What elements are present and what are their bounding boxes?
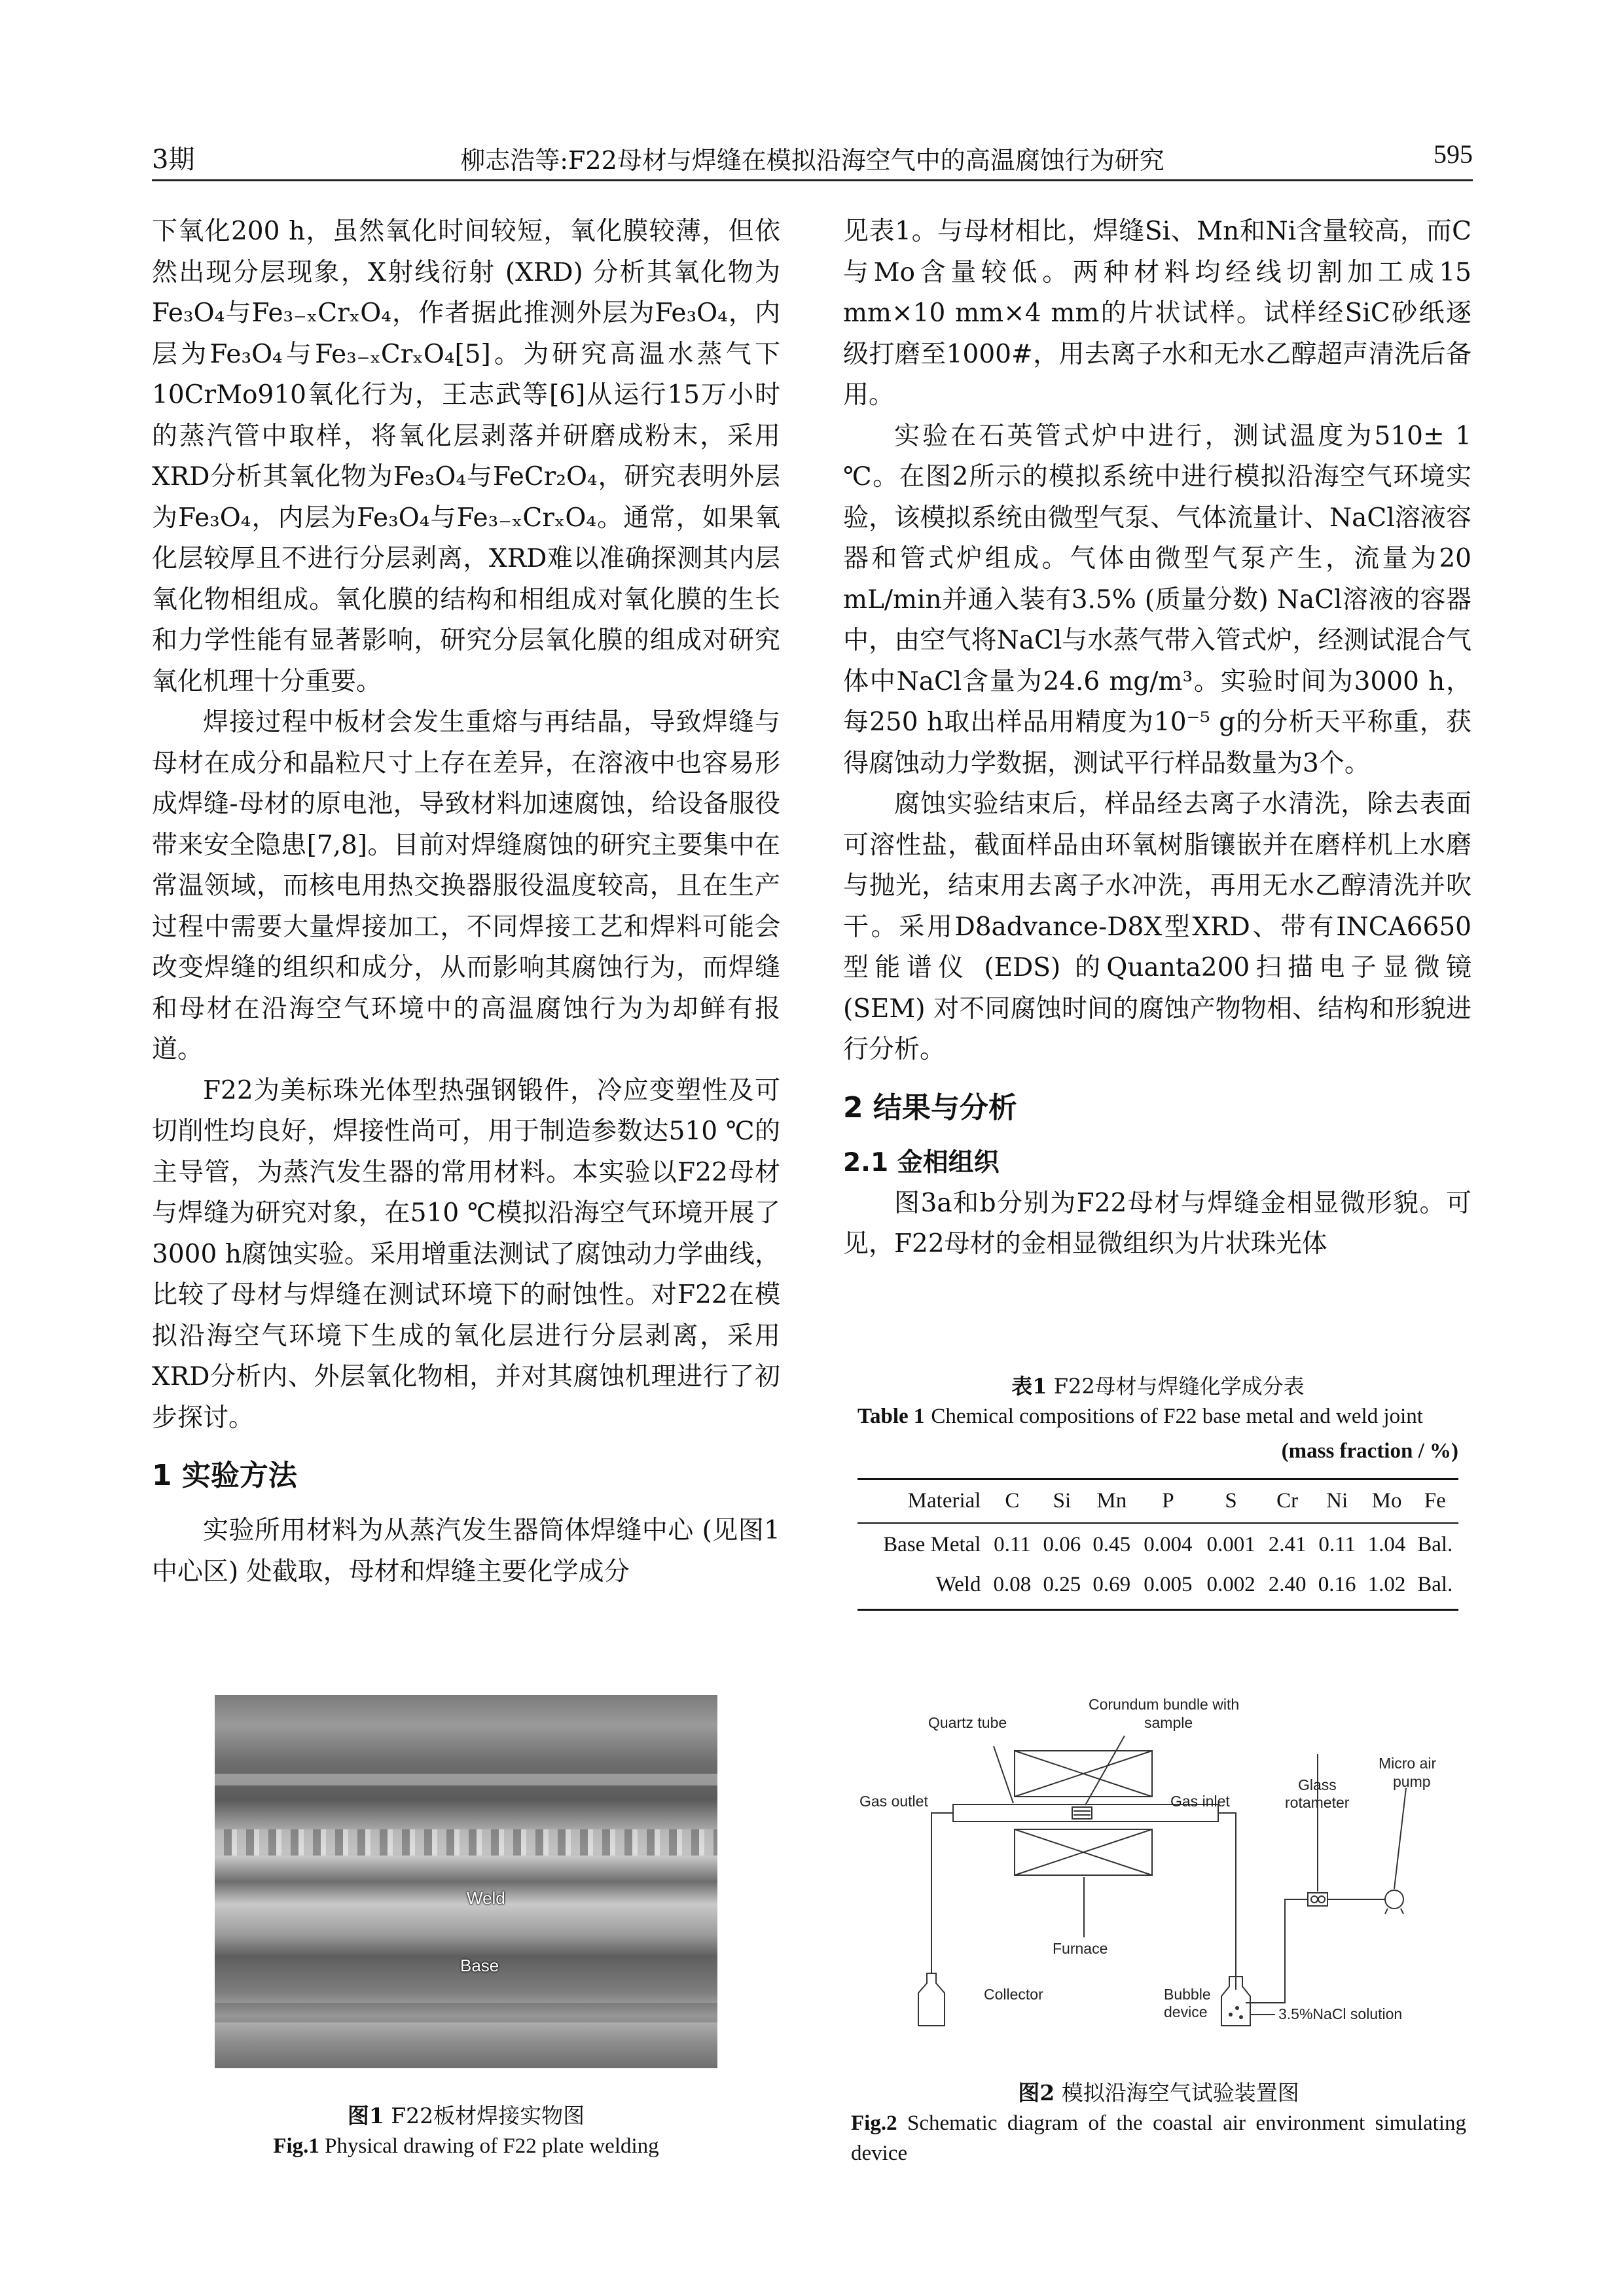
table-caption-en-label: Table 1 <box>857 1405 925 1428</box>
base-label: Base <box>460 1956 499 1975</box>
table-row <box>857 1564 1458 1610</box>
left-paragraph-3: F22为美标珠光体型热强钢锻件，冷应变塑性及可切削性均良好，焊接性尚可，用于制造参数达510 ℃的主导管，为蒸汽发生器的常用材料。本实验以F22母材与焊缝为研究对象，在510 ℃模拟沿海空气环境开展了3000 h腐蚀实验。采用增重法测试了腐蚀动力学曲线，比较了母材与焊缝在测试环境下的耐蚀性。对F22在模拟沿海空气环境下生成的氧化层进行分层剥离，采用XRD分析内、外层氧化物相，并对其腐蚀机理进行了初步探讨。 <box>152 1075 780 1433</box>
table-cell: 0.001 <box>1206 1533 1255 1556</box>
figure-1-caption-cn <box>152 2101 780 2131</box>
page-header <box>152 135 1473 177</box>
label-bubble-2: device <box>1164 2003 1208 2020</box>
composition-table <box>857 1478 1458 1611</box>
table-cell: 0.11 <box>994 1533 1031 1556</box>
header-ni: Ni <box>1312 1479 1362 1524</box>
right-paragraph-1: 见表1。与母材相比，焊缝Si、Mn和Ni含量较高，而C与Mo含量较低。两种材料均经线切割加工成15 mm×10 mm×4 mm的片状试样。试样经SiC砂纸逐级打磨至1000#，用去离子水和无水乙醇超声清洗后备用。 <box>843 217 1471 410</box>
header-s: S <box>1199 1479 1262 1524</box>
label-corundum-2: sample <box>1144 1714 1193 1731</box>
table-cell: Base Metal <box>883 1533 981 1556</box>
figure-1-caption <box>152 2101 780 2161</box>
label-gas-outlet: Gas outlet <box>859 1793 928 1810</box>
figure-2-caption-cn-label: 图2 <box>1018 2080 1055 2106</box>
figure-1-caption-cn-label: 图1 <box>347 2103 384 2128</box>
table-cell: 0.25 <box>1037 1564 1087 1610</box>
figure-2-caption-cn <box>851 2078 1466 2108</box>
figure-1-caption-en-label: Fig.1 <box>273 2134 319 2158</box>
left-paragraph-4: 实验所用材料为从蒸汽发生器筒体焊缝中心 (见图1中心区) 处截取，母材和焊缝主要化学成分 <box>152 1516 780 1587</box>
table-cell: 0.69 <box>1087 1564 1136 1610</box>
table-cell: 1.04 <box>1367 1533 1406 1556</box>
figure-1-photo <box>215 1695 717 2068</box>
header-mo: Mo <box>1362 1479 1412 1524</box>
label-gas-inlet: Gas inlet <box>1170 1793 1230 1810</box>
collector-bottle <box>918 1973 945 2026</box>
figure-1-caption-en-text: Physical drawing of F22 plate welding <box>325 2134 659 2158</box>
table-cell: 0.06 <box>1043 1533 1081 1556</box>
table-cell: 0.004 <box>1144 1533 1193 1556</box>
header-fe: Fe <box>1412 1479 1458 1524</box>
inlet-pipe <box>1218 1813 1236 1990</box>
table-caption-en-text: Chemical compositions of F22 base metal and weld joint <box>931 1405 1423 1428</box>
section-1-heading: 1 实验方法 <box>152 1459 297 1492</box>
header-p: P <box>1136 1479 1199 1524</box>
table-caption-cn-text: F22母材与焊缝化学成分表 <box>1053 1374 1305 1399</box>
label-corundum-1: Corundum bundle with <box>1089 1696 1240 1713</box>
table-cell: Bal. <box>1417 1533 1453 1556</box>
header-cr: Cr <box>1263 1479 1312 1524</box>
bubble-dot <box>1229 2013 1233 2017</box>
figure-2-caption-en-text: Schematic diagram of the coastal air environment simulating device <box>851 2111 1466 2165</box>
supply-pipe <box>1246 1899 1308 2003</box>
leader-pump <box>1394 1788 1406 1889</box>
label-quartz-tube: Quartz tube <box>928 1714 1007 1731</box>
table-caption-en <box>857 1401 1458 1431</box>
leader-quartz-tube <box>994 1746 1013 1803</box>
table-1 <box>857 1371 1458 1611</box>
label-furnace: Furnace <box>1053 1940 1108 1957</box>
right-paragraph-4: 图3a和b分别为F22母材与焊缝金相显微形貌。可见，F22母材的金相显微组织为片状珠光体 <box>843 1188 1471 1259</box>
table-cell: 0.002 <box>1199 1564 1262 1610</box>
shadow-band <box>215 2003 717 2022</box>
figure-2-caption <box>851 2078 1466 2168</box>
micro-air-pump <box>1385 1890 1403 1909</box>
table-caption-cn <box>857 1371 1458 1401</box>
table-cell: 2.40 <box>1263 1564 1312 1610</box>
header-rule <box>152 179 1473 181</box>
table-cell: Weld <box>857 1564 987 1610</box>
issue-number: 3期 <box>152 145 195 175</box>
figure-1-caption-cn-text: F22板材焊接实物图 <box>391 2103 585 2128</box>
figure-1-caption-en <box>152 2131 780 2161</box>
figure-2-caption-en-label: Fig.2 <box>851 2111 897 2135</box>
label-pump-1: Micro air <box>1379 1755 1437 1772</box>
table-cell: 0.45 <box>1092 1533 1131 1556</box>
label-bubble-1: Bubble <box>1164 1986 1211 2003</box>
figure-2-diagram <box>856 1695 1464 2036</box>
right-paragraph-3: 腐蚀实验结束后，样品经去离子水清洗，除去表面可溶性盐，截面样品由环氧树脂镶嵌并在磨样机上水磨与抛光，结束用去离子水冲洗，再用无水乙醇清洗并吹干。采用D8advance-D8X型XRD、带有INCA6650型能谱仪 (EDS) 的Quanta200扫描电子显微镜 (SEM) 对不同腐蚀时间的腐蚀产物物相、结构和形貌进行分析。 <box>843 789 1471 1064</box>
table-caption-cn-label: 表1 <box>1011 1374 1047 1399</box>
sample-boat <box>1072 1807 1092 1819</box>
section-2-heading: 2 结果与分析 <box>843 1090 1017 1124</box>
header-mn: Mn <box>1087 1479 1136 1524</box>
right-paragraph-2: 实验在石英管式炉中进行，测试温度为510± 1 ℃。在图2所示的模拟系统中进行模拟沿海空气环境实验，该模拟系统由微型气泵、气体流量计、NaCl溶液容器和管式炉组成。气体由微型气泵产生，流量为20 mL/min并通入装有3.5% (质量分数) NaCl溶液的容器中，由空气将NaCl与水蒸气带入管式炉，经测试混合气体中NaCl含量为24.6 mg/m³。实验时间为3000 h，每250 h取出样品用精度为10⁻⁵ g的分析天平称重，获得腐蚀动力学数据，测试平行样品数量为3个。 <box>843 421 1471 778</box>
pump-stand <box>1385 1909 1388 1914</box>
label-collector: Collector <box>984 1986 1043 2003</box>
rotameter-float <box>1318 1896 1325 1903</box>
header-material: Material <box>857 1479 987 1524</box>
pump-stand <box>1401 1909 1403 1914</box>
running-title: 柳志浩等:F22母材与焊缝在模拟沿海空气中的高温腐蚀行为研究 <box>460 146 1164 175</box>
table-row <box>857 1523 1458 1564</box>
section-2-1-heading: 2.1 金相组织 <box>843 1147 1000 1177</box>
table-cell: 0.005 <box>1136 1564 1199 1610</box>
table-cell: 0.11 <box>1318 1533 1356 1556</box>
left-paragraph-2: 焊接过程中板材会发生重熔与再结晶，导致焊缝与母材在成分和晶粒尺寸上存在差异，在溶液中也容易形成焊缝-母材的原电池，导致材料加速腐蚀，给设备服役带来安全隐患[7,8]。目前对焊缝腐蚀的研究主要集中在常温领域，而核电用热交换器服役温度较高，且在生产过程中需要大量焊接加工，不同焊接工艺和焊料可能会改变焊缝的组织和成分，从而影响其腐蚀行为，而焊缝和母材在沿海空气环境中的高温腐蚀行为为却鲜有报道。 <box>152 708 780 1064</box>
table-cell: Bal. <box>1412 1564 1458 1610</box>
page-number: 595 <box>1434 139 1473 169</box>
table-cell: 0.08 <box>987 1564 1037 1610</box>
left-column <box>152 211 780 1592</box>
right-column <box>843 211 1471 1265</box>
label-glass-1: Glass <box>1298 1776 1337 1793</box>
bubble-dot <box>1239 2015 1243 2019</box>
label-pump-2: pump <box>1393 1773 1431 1790</box>
outlet-pipe <box>931 1813 953 1973</box>
bubble-dot <box>1235 2006 1239 2010</box>
header-c: C <box>987 1479 1037 1524</box>
table-cell: 1.02 <box>1362 1564 1412 1610</box>
weld-highlight-band <box>215 1774 717 1785</box>
figure-2-caption-en <box>851 2108 1466 2168</box>
weld-label: Weld <box>467 1888 505 1908</box>
rotameter-float <box>1311 1896 1318 1903</box>
left-paragraph-1: 下氧化200 h，虽然氧化时间较短，氧化膜较薄，但依然出现分层现象，X射线衍射 (XRD) 分析其氧化物为Fe₃O₄与Fe₃₋ₓCrₓO₄，作者据此推测外层为Fe₃O₄，内层为Fe₃O₄与Fe₃₋ₓCrₓO₄[5]。为研究高温水蒸气下10CrMo910氧化行为，王志武等[6]从运行15万小时的蒸汽管中取样，将氧化层剥落并研磨成粉末，采用XRD分析其氧化物为Fe₃O₄与FeCr₂O₄，研究表明外层为Fe₃O₄，内层为Fe₃O₄与Fe₃₋ₓCrₓO₄。通常，如果氧化层较厚且不进行分层剥离，XRD难以准确探测其内层氧化物相组成。氧化膜的结构和相组成对氧化膜的生长和力学性能有显著影响，研究分层氧化膜的组成对研究氧化机理十分重要。 <box>152 217 780 696</box>
label-glass-2: rotameter <box>1285 1794 1350 1811</box>
header-si: Si <box>1037 1479 1087 1524</box>
table-unit: (mass fraction / %) <box>1281 1439 1458 1463</box>
label-nacl: 3.5%NaCl solution <box>1278 2005 1403 2022</box>
table-cell: 0.16 <box>1312 1564 1362 1610</box>
table-cell: 2.41 <box>1268 1533 1307 1556</box>
table-header-row <box>857 1479 1458 1524</box>
weld-bead-band <box>215 1829 717 1856</box>
figure-2-caption-cn-text: 模拟沿海空气试验装置图 <box>1061 2080 1299 2106</box>
